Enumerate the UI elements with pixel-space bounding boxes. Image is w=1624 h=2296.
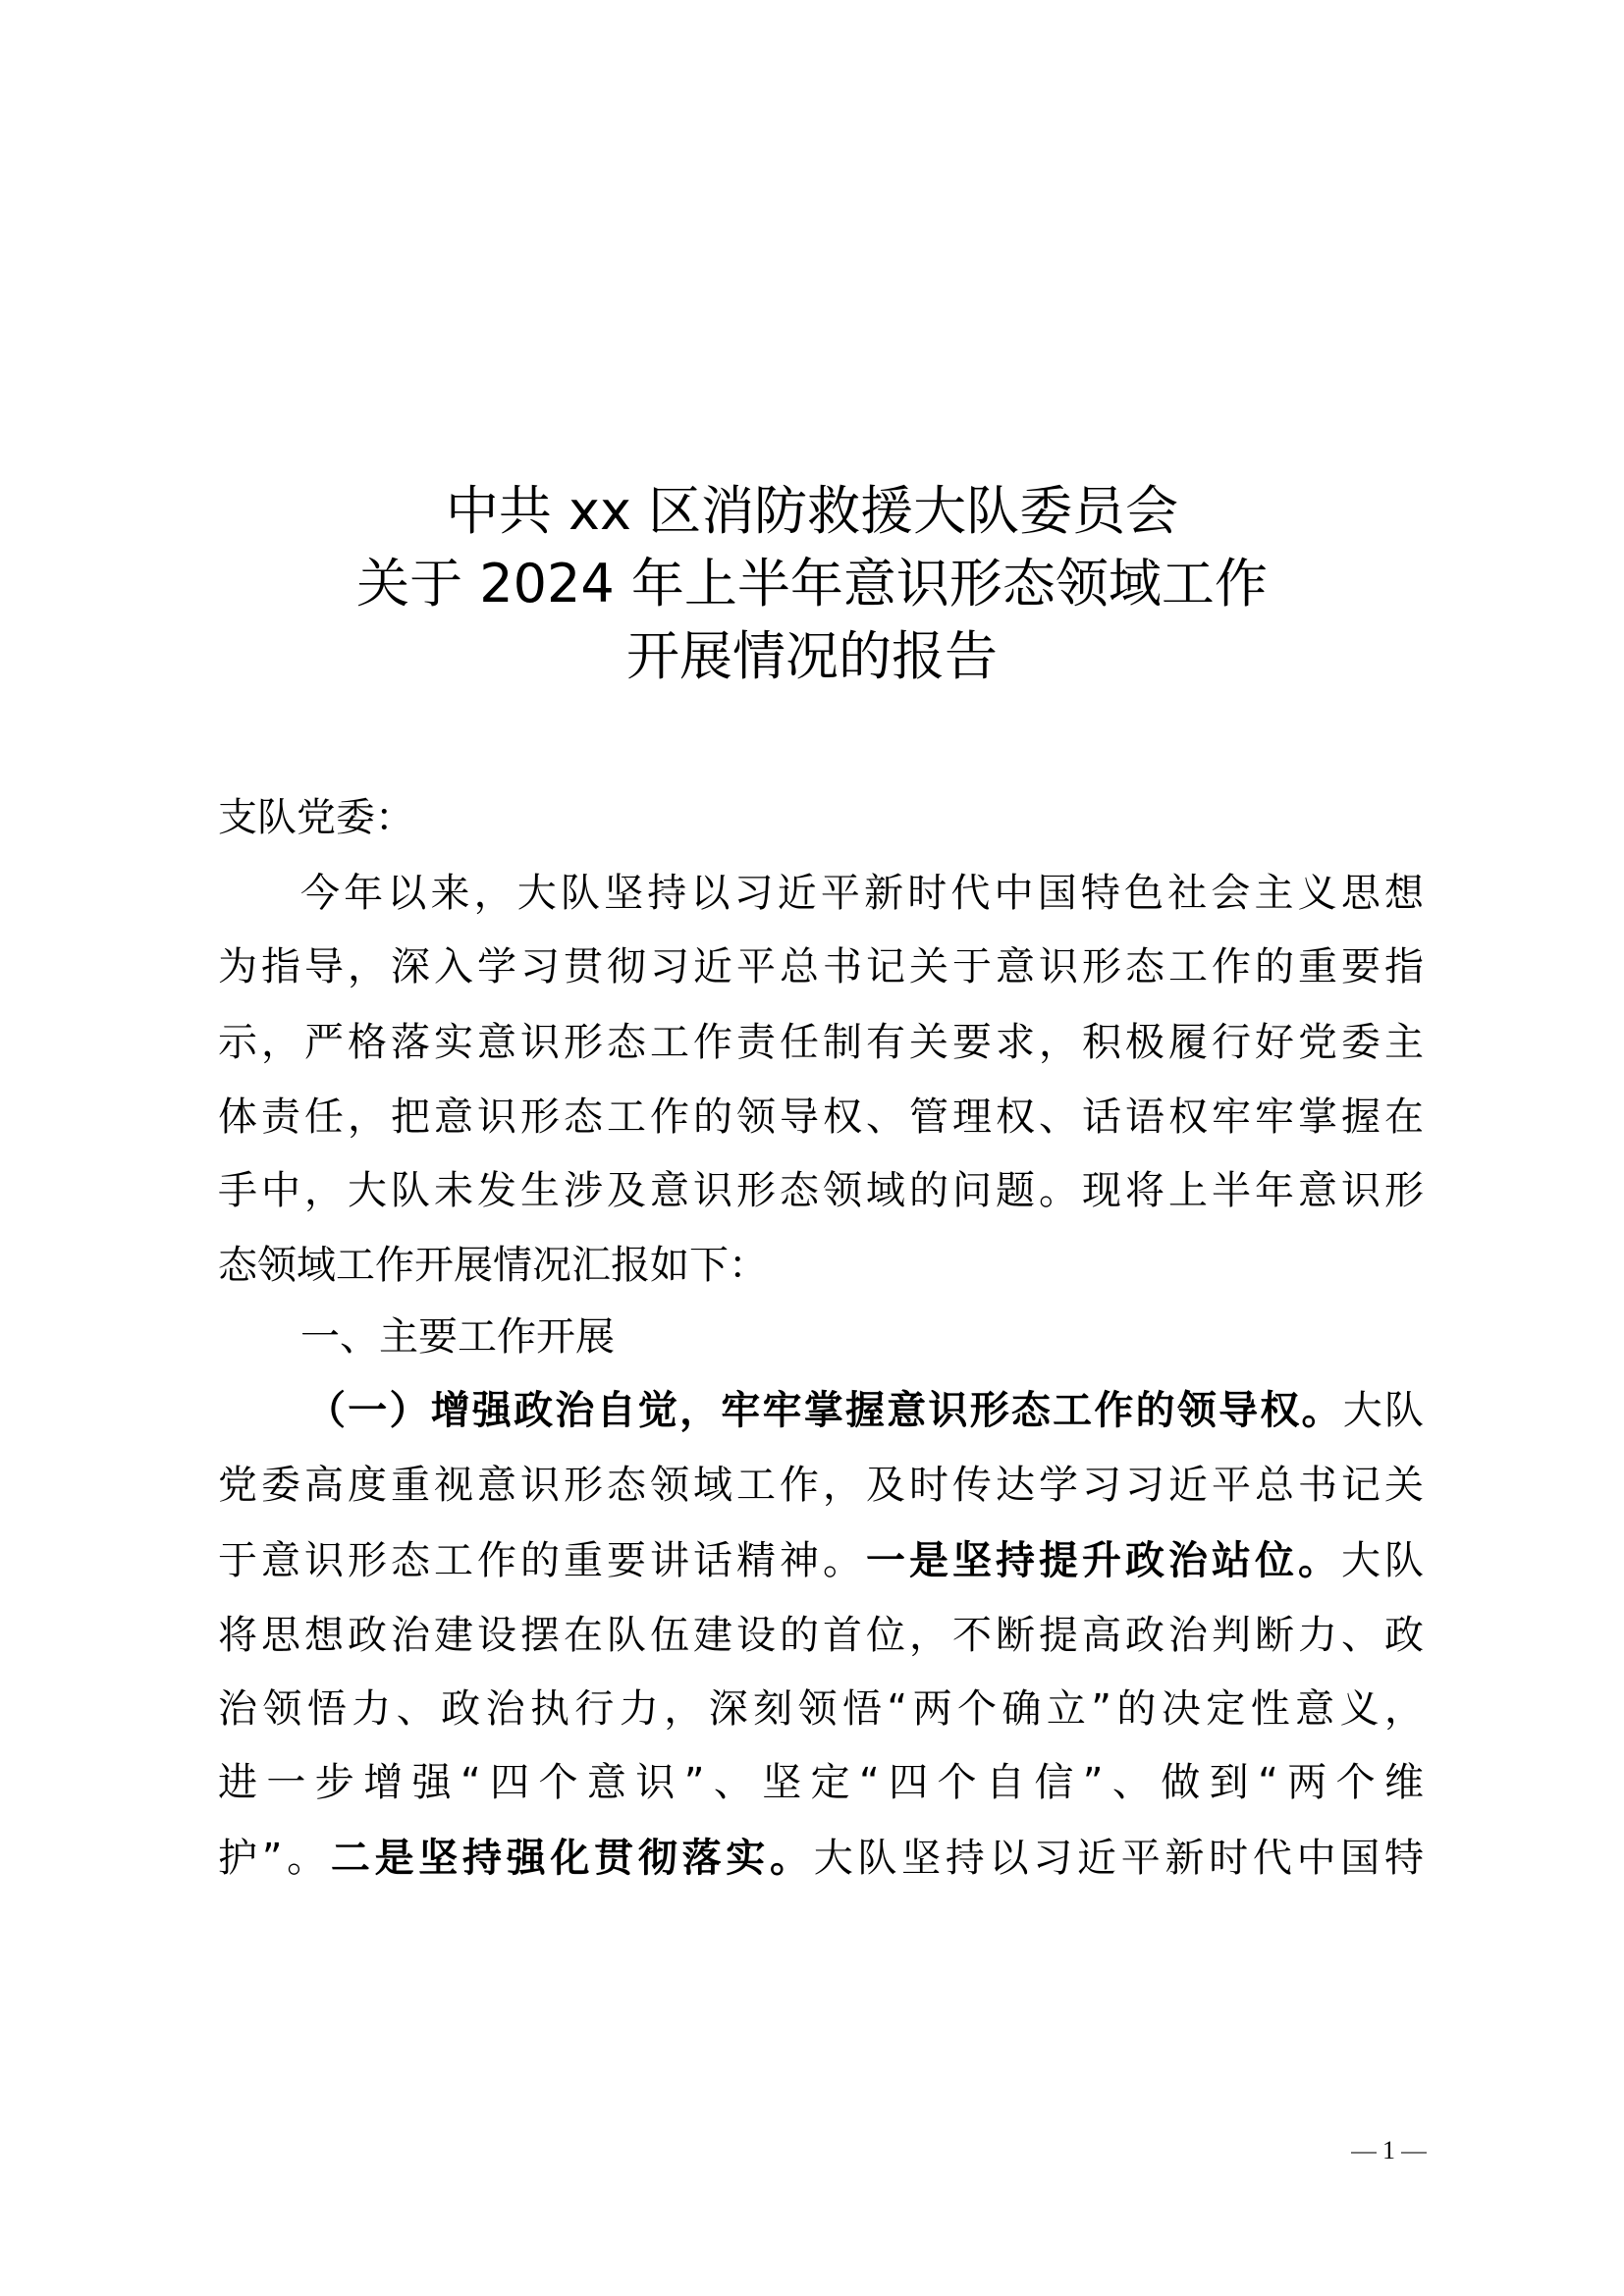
footer-dash-right bbox=[1401, 2152, 1427, 2154]
intro-line-4: 体责任，把意识形态工作的领导权、管理权、话语权牢牢掌握在 bbox=[218, 1095, 1424, 1140]
subsection-line-6: 进一步增强“四个意识”、坚定“四个自信”、做到“两个维 bbox=[218, 1760, 1424, 1805]
subsection-line-3-text: 于意识形态工作的重要讲话精神。 bbox=[218, 1538, 866, 1583]
intro-line-3: 示，严格落实意识形态工作责任制有关要求，积极履行好党委主 bbox=[218, 1020, 1424, 1065]
point-two-heading: 二是坚持强化贯彻落实。 bbox=[330, 1836, 814, 1881]
salutation: 支队党委： bbox=[218, 795, 414, 840]
footer-dash-left bbox=[1351, 2152, 1377, 2154]
title-line-1: 中共 xx 区消防救援大队委员会 bbox=[445, 480, 1179, 542]
point-one-heading: 一是坚持提升政治站位。 bbox=[866, 1538, 1341, 1583]
subsection-line-7 bbox=[218, 1834, 1424, 1883]
intro-line-2: 为指导，深入学习贯彻习近平总书记关于意识形态工作的重要指 bbox=[218, 944, 1424, 989]
title-line-3: 开展情况的报告 bbox=[626, 625, 998, 687]
subsection-line-1 bbox=[306, 1386, 1424, 1435]
subsection-line-5: 治领悟力、政治执行力，深刻领悟“两个确立”的决定性意义， bbox=[218, 1686, 1424, 1732]
title-line-2: 关于 2024 年上半年意识形态领域工作 bbox=[356, 553, 1268, 614]
subsection-heading: （一）增强政治自觉，牢牢掌握意识形态工作的领导权。 bbox=[306, 1388, 1343, 1433]
subsection-line-3 bbox=[218, 1536, 1424, 1585]
page-footer bbox=[1345, 2136, 1433, 2165]
intro-line-5: 手中，大队未发生涉及意识形态领域的问题。现将上半年意识形 bbox=[218, 1168, 1424, 1213]
section-heading: 一、主要工作开展 bbox=[300, 1314, 615, 1360]
intro-line-1: 今年以来，大队坚持以习近平新时代中国特色社会主义思想 bbox=[300, 871, 1424, 916]
subsection-line-7-rest: 大队坚持以习近平新时代中国特 bbox=[813, 1836, 1425, 1881]
page-number: 1 bbox=[1382, 2136, 1395, 2164]
subsection-line-3-rest: 大队 bbox=[1341, 1538, 1424, 1583]
subsection-line-2: 党委高度重视意识形态领域工作，及时传达学习习近平总书记关 bbox=[218, 1463, 1424, 1508]
subsection-line-7-text: 护”。 bbox=[218, 1836, 331, 1881]
intro-line-6: 态领域工作开展情况汇报如下： bbox=[218, 1243, 768, 1288]
subsection-line-1-rest: 大队 bbox=[1342, 1388, 1425, 1433]
subsection-line-4: 将思想政治建设摆在队伍建设的首位，不断提高政治判断力、政 bbox=[218, 1613, 1424, 1658]
